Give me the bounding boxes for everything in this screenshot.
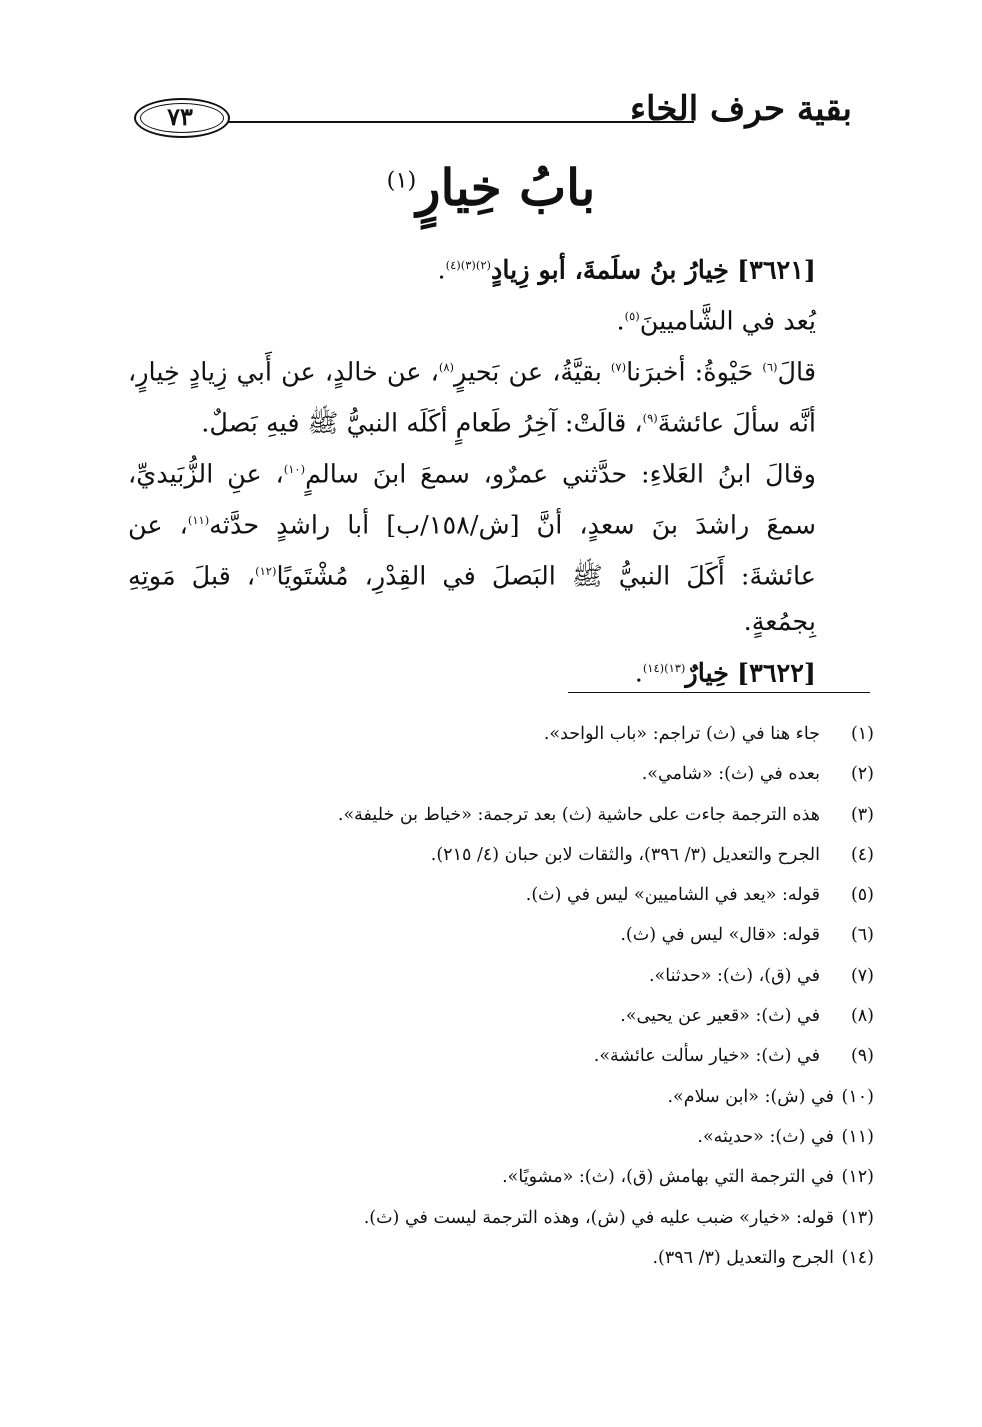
footnote-number: (٧) (850, 965, 874, 986)
footnote (100, 1238, 874, 1278)
footnote-ref: (١٠) (283, 462, 306, 476)
paragraph-text: ، قبلَ مَوتِهِ بِجمُعةٍ. (128, 561, 816, 637)
footnote-number: (١٢) (841, 1167, 874, 1188)
footnote-number: (١٣) (841, 1207, 874, 1228)
paragraph-text: ، عن خالدٍ، عن أَبي زِيادٍ خِيارٍ، أنَّه سألَ عائشةَ (128, 357, 816, 439)
footnote-text: في (ث): «خيار سألت عائشة». (593, 1046, 820, 1067)
footnote (100, 1157, 874, 1197)
paragraph-text: ، عنِ الزُّبَيديِّ، سمعَ راشدَ بنَ سعدٍ، أنَّ [ش/١٥٨/ب] أبا راشدٍ حدَّثه (128, 459, 816, 541)
footnote (100, 1117, 874, 1157)
paragraph-text: يُعد في الشَّاميينَ (639, 306, 816, 337)
footnote-ref: (٧) (610, 360, 627, 374)
footnote-separator (568, 692, 870, 693)
footnote-number: (١) (850, 724, 874, 744)
footnotes (100, 714, 874, 1278)
header-rule (228, 121, 694, 123)
footnote-text: الجرح والتعديل (٣/ ٣٩٦). (652, 1247, 834, 1268)
footnote (100, 1198, 874, 1238)
footnote-number: (٤) (850, 844, 874, 865)
footnote-ref: (١١) (187, 513, 210, 527)
footnote-text: هذه الترجمة جاءت على حاشية (ث) بعد ترجمة: «خياط بن خليفة». (337, 804, 820, 825)
footnote (100, 1077, 874, 1117)
footnote-number: (١٠) (841, 1086, 874, 1107)
chapter-title (0, 158, 982, 218)
footnote (100, 996, 874, 1036)
paragraph-text: ، عن عائشةَ: أَكَلَ النبيُّ ﷺ البَصلَ في القِدْرِ، مُشْتَويًا (128, 510, 816, 592)
paragraph (128, 447, 858, 646)
footnote-number: (٩) (850, 1046, 874, 1067)
entry-3621: [٣٦٢١] خِيارُ بنُ سلَمةَ، أبو زِيادٍ$^{(٢)(٣)(٤)}$. (437, 255, 816, 286)
footnote-text: في (ش): «ابن سلام». (667, 1086, 834, 1107)
footnote (100, 835, 874, 875)
footnote-text: قوله: «قال» ليس في (ث). (620, 925, 820, 946)
footnote-text: جاء هنا في (ث) تراجم: «باب الواحد». (543, 724, 820, 744)
entry-3622: [٣٦٢٢] خِيارٌ$^{(١٣)(١٤)}$. (634, 658, 816, 688)
footnote-ref: (٩) (642, 411, 658, 425)
footnote-number: (٥) (850, 885, 874, 906)
footnote-text: في (ث): «قعير عن يحيى». (620, 1006, 820, 1027)
entry-name: خِيارٌ (685, 658, 729, 688)
footnote-text: قوله: «يعد في الشاميين» ليس في (ث). (525, 885, 820, 906)
running-header-title: بقية حرف الخاء (630, 89, 852, 129)
footnote-ref: (١) (386, 167, 417, 194)
footnote-text: بعده في (ث): «شامي». (641, 764, 820, 785)
paragraph-text: حَيْوةُ: أخبرَنا (626, 357, 763, 388)
paragraph-text: وقالَ ابنُ العَلاءِ: حدَّثني عمرٌو، سمعَ ابنَ سالمٍ (305, 459, 816, 490)
footnote (100, 754, 874, 794)
footnote-number: (٢) (850, 764, 874, 785)
footnote (100, 1036, 874, 1076)
footnote-ref: (٥) (624, 309, 640, 323)
footnote-ref: (٢)(٣)(٤) (445, 258, 492, 272)
footnote (100, 875, 874, 915)
footnote-number: (١١) (841, 1126, 874, 1147)
footnote (100, 795, 874, 835)
page-number: ٧٣ (167, 102, 193, 131)
footnote (100, 915, 874, 955)
entry-number: [٣٦٢٢] (737, 658, 816, 688)
footnote-ref: (٨) (438, 360, 455, 374)
footnote-ref: (١٣)(١٤) (642, 660, 686, 675)
footnote-text: قوله: «خيار» ضبب عليه في (ش)، وهذه الترجمة ليست في (ث). (363, 1207, 834, 1228)
footnote-text: الجرح والتعديل (٣/ ٣٩٦)، والثقات لابن حبان (٤/ ٢١٥). (430, 844, 820, 865)
main-text (128, 243, 858, 697)
chapter-title-text: بابُ خِيارٍ (416, 158, 596, 217)
footnote-ref: (٦) (762, 360, 778, 374)
paragraph (128, 345, 858, 447)
footnote-ref: (١٢) (255, 564, 277, 578)
paragraph-text: بقيَّةُ، عن بَحيرٍ (454, 357, 611, 388)
paragraph: يُعد في الشَّاميينَ$^{(٥)}$. (616, 306, 816, 337)
footnote-text: في الترجمة التي بهامش (ق)، (ث): «مشويًا». (502, 1167, 834, 1188)
paragraph-text: قالَ (777, 357, 817, 388)
footnote (100, 714, 874, 754)
footnote-number: (٣) (850, 804, 874, 825)
entry-name: خِيارُ بنُ سلَمةَ، أبو زِيادٍ (491, 255, 729, 286)
footnote-number: (٦) (850, 925, 874, 946)
footnote-text: في (ق)، (ث): «حدثنا». (648, 965, 820, 986)
footnote-number: (٨) (850, 1006, 874, 1027)
footnote-number: (١٤) (841, 1247, 874, 1268)
entry-number: [٣٦٢١] (737, 255, 816, 286)
paragraph-text: ، قالَتْ: آخِرُ طَعامٍ أكَلَه النبيُّ ﷺ فيهِ بَصلٌ. (201, 408, 643, 439)
footnote-text: في (ث): «حديثه». (697, 1126, 834, 1147)
footnote (100, 956, 874, 996)
